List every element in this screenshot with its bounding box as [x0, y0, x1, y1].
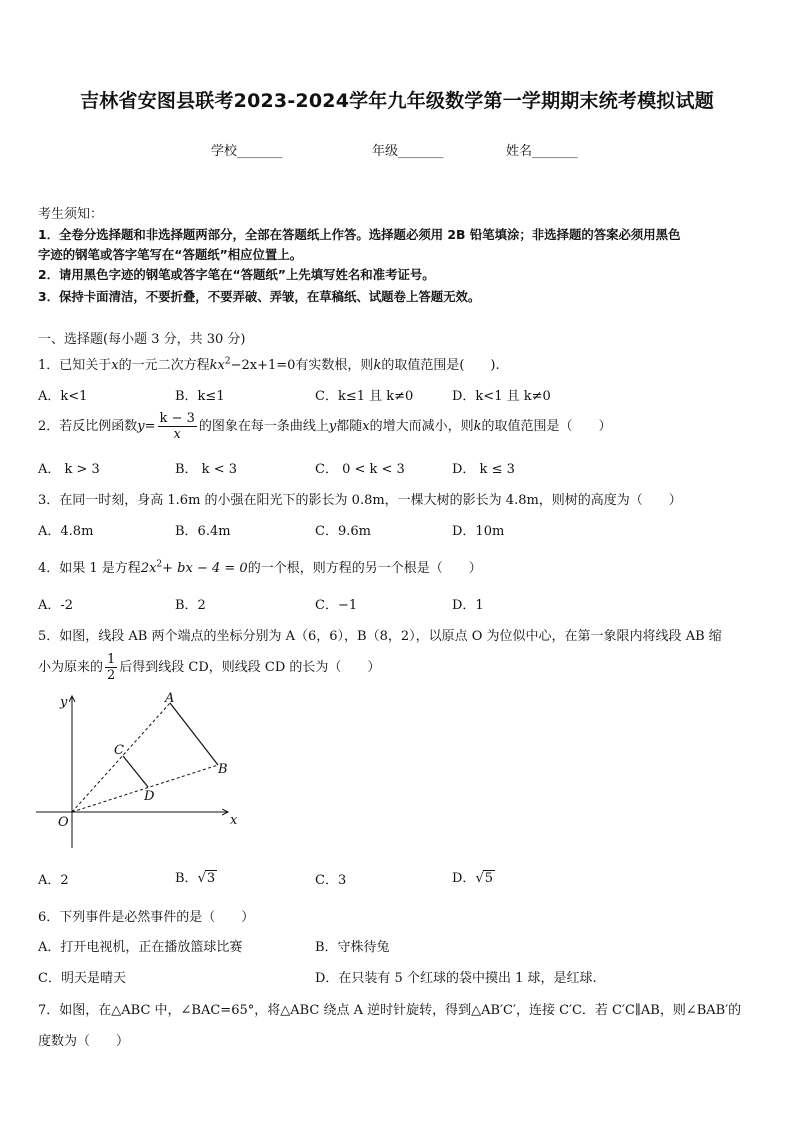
segment-AB	[170, 703, 218, 765]
q6-option-c[interactable]: C．明天是晴天	[38, 971, 126, 986]
q1-var-x2: x	[217, 358, 225, 373]
q4-option-c[interactable]: C．−1	[315, 598, 358, 613]
q2-var-y: y	[137, 419, 145, 434]
notice-heading: 考生须知：	[38, 207, 104, 222]
q5-numerator: 1	[107, 652, 116, 667]
notice-item-3: 3．保持卡面清洁，不要折叠，不要弄破、弄皱，在草稿纸、试题卷上答题无效。	[38, 289, 481, 304]
q1-option-c[interactable]: C．k≤1 且 k≠0	[315, 389, 414, 404]
q3-option-d[interactable]: D．10m	[452, 524, 505, 539]
question-7-line-1: 7．如图，在△ABC 中，∠BAC=65°，将△ABC 绕点 A 逆时针旋转，得到△AB′C′，连接 C′C．若 C′C∥AB，则∠BAB′的	[38, 1003, 742, 1018]
q5-text-b: 后得到线段 CD，则线段 CD 的长为（ ）	[119, 660, 381, 675]
q1-var-x: x	[111, 358, 119, 373]
q2-option-a[interactable]: A． k > 3	[38, 462, 100, 477]
label-O: O	[58, 815, 69, 830]
label-y: y	[60, 695, 68, 710]
q2-numerator: k − 3	[159, 411, 195, 426]
label-A: A	[165, 691, 175, 706]
q4-text-d: 的一个根，则方程的另一个根是（ ）	[247, 561, 482, 576]
q1-text-f: 的取值范围是( ).	[381, 358, 500, 373]
question-3: 3．在同一时刻，身高 1.6m 的小强在阳光下的影长为 0.8m，一棵大树的影长为 4.8m，则树的高度为（ ）	[38, 493, 682, 508]
question-7-line-2: 度数为（ ）	[38, 1034, 130, 1049]
q2-text-d: 都随	[336, 419, 363, 434]
q1-text-d: −2x+1=0有实数根，则	[230, 358, 374, 373]
section-1-heading: 一、选择题(每小题 3 分，共 30 分)	[38, 332, 246, 347]
q1-var-k: k	[209, 358, 218, 373]
q5-denominator: 2	[107, 668, 116, 683]
q1-option-b[interactable]: B．k≤1	[175, 389, 225, 404]
q5-option-b[interactable]	[175, 867, 217, 886]
q1-var-k2: k	[373, 358, 382, 373]
q5-coordinate-figure	[30, 690, 260, 850]
q5-option-b-radicand: 3	[206, 871, 216, 886]
notice-item-2: 2．请用黑色字迹的钢笔或答字笔在“答题纸”上先填写姓名和准考证号。	[38, 267, 435, 282]
q5-option-d-label: D．	[452, 871, 476, 886]
question-4	[38, 557, 482, 576]
sqrt-icon: √	[475, 871, 484, 886]
segment-CD	[123, 756, 148, 787]
q2-fraction	[158, 411, 197, 442]
q1-option-a[interactable]: A．k<1	[38, 389, 88, 404]
q5-option-d[interactable]	[452, 867, 495, 886]
question-5-line-2	[38, 652, 380, 683]
q2-text-a: 2．若反比例函数	[38, 419, 138, 434]
q4-equation: + bx − 4 = 0	[162, 561, 248, 576]
question-6: 6．下列事件是必然事件的是（ ）	[38, 910, 255, 925]
q6-option-b[interactable]: B．守株待兔	[315, 940, 390, 955]
q4-option-a[interactable]: A．-2	[38, 598, 74, 613]
q4-text-a: 4．如果 1 是方程	[38, 561, 141, 576]
q2-option-c[interactable]: C． 0 < k < 3	[315, 462, 405, 477]
q5-option-c[interactable]: C．3	[315, 873, 347, 888]
q5-option-b-label: B．	[175, 871, 198, 886]
question-1	[38, 354, 500, 373]
q5-fraction	[105, 652, 117, 683]
q5-text-a: 小为原来的	[38, 660, 104, 675]
q2-denominator: x	[173, 427, 181, 442]
q6-option-a[interactable]: A．打开电视机，正在播放篮球比赛	[38, 940, 243, 955]
page-title: 吉林省安图县联考2023-2024学年九年级数学第一学期期末统考模拟试题	[80, 90, 714, 112]
q1-exponent: 2	[224, 356, 231, 367]
label-x: x	[230, 813, 238, 828]
q2-text-b: 的图象在每一条曲线上	[198, 419, 329, 434]
q2-equals: =	[144, 419, 156, 434]
q3-option-a[interactable]: A．4.8m	[38, 524, 94, 539]
q2-var-x: x	[362, 419, 370, 434]
q2-option-d[interactable]: D． k ≤ 3	[452, 462, 515, 477]
q2-var-k: k	[473, 419, 482, 434]
q4-option-d[interactable]: D．1	[452, 598, 484, 613]
q2-text-h: 的取值范围是（ ）	[481, 419, 612, 434]
notice-item-1-line-2: 字迹的钢笔或答字笔写在“答题纸”相应位置上。	[38, 247, 303, 262]
sqrt-icon: √	[197, 871, 206, 886]
grade-field[interactable]: 年级_______	[372, 144, 444, 159]
q5-option-d-radicand: 5	[484, 871, 494, 886]
q6-option-d[interactable]: D．在只装有 5 个红球的袋中摸出 1 球，是红球.	[315, 971, 597, 986]
notice-item-1-line-1: 1．全卷分选择题和非选择题两部分，全部在答题纸上作答。选择题必须用 2B 铅笔填涂；非选择题的答案必须用黑色	[38, 227, 681, 242]
q1-text-b: 的一元二次方程	[118, 358, 210, 373]
q5-option-a[interactable]: A．2	[38, 873, 69, 888]
name-field[interactable]: 姓名_______	[506, 144, 578, 159]
q3-option-c[interactable]: C．9.6m	[315, 524, 371, 539]
q2-var-y2: y	[328, 419, 337, 434]
q4-term: 2x	[140, 561, 157, 576]
q4-exponent: 2	[156, 559, 163, 570]
q1-option-d[interactable]: D．k<1 且 k≠0	[452, 389, 551, 404]
q4-option-b[interactable]: B．2	[175, 598, 206, 613]
label-D: D	[144, 789, 155, 804]
q2-text-f: 的增大而减小，则	[369, 419, 474, 434]
question-5-line-1: 5．如图，线段 AB 两个端点的坐标分别为 A（6，6），B（8，2），以原点 O 为位似中心，在第一象限内将线段 AB 缩	[38, 629, 722, 644]
q2-option-b[interactable]: B． k < 3	[175, 462, 237, 477]
q1-text-a: 1．已知关于	[38, 358, 112, 373]
school-field[interactable]: 学校_______	[211, 144, 283, 159]
label-B: B	[218, 762, 228, 777]
q3-option-b[interactable]: B．6.4m	[175, 524, 231, 539]
label-C: C	[114, 743, 124, 758]
question-2	[38, 411, 612, 442]
